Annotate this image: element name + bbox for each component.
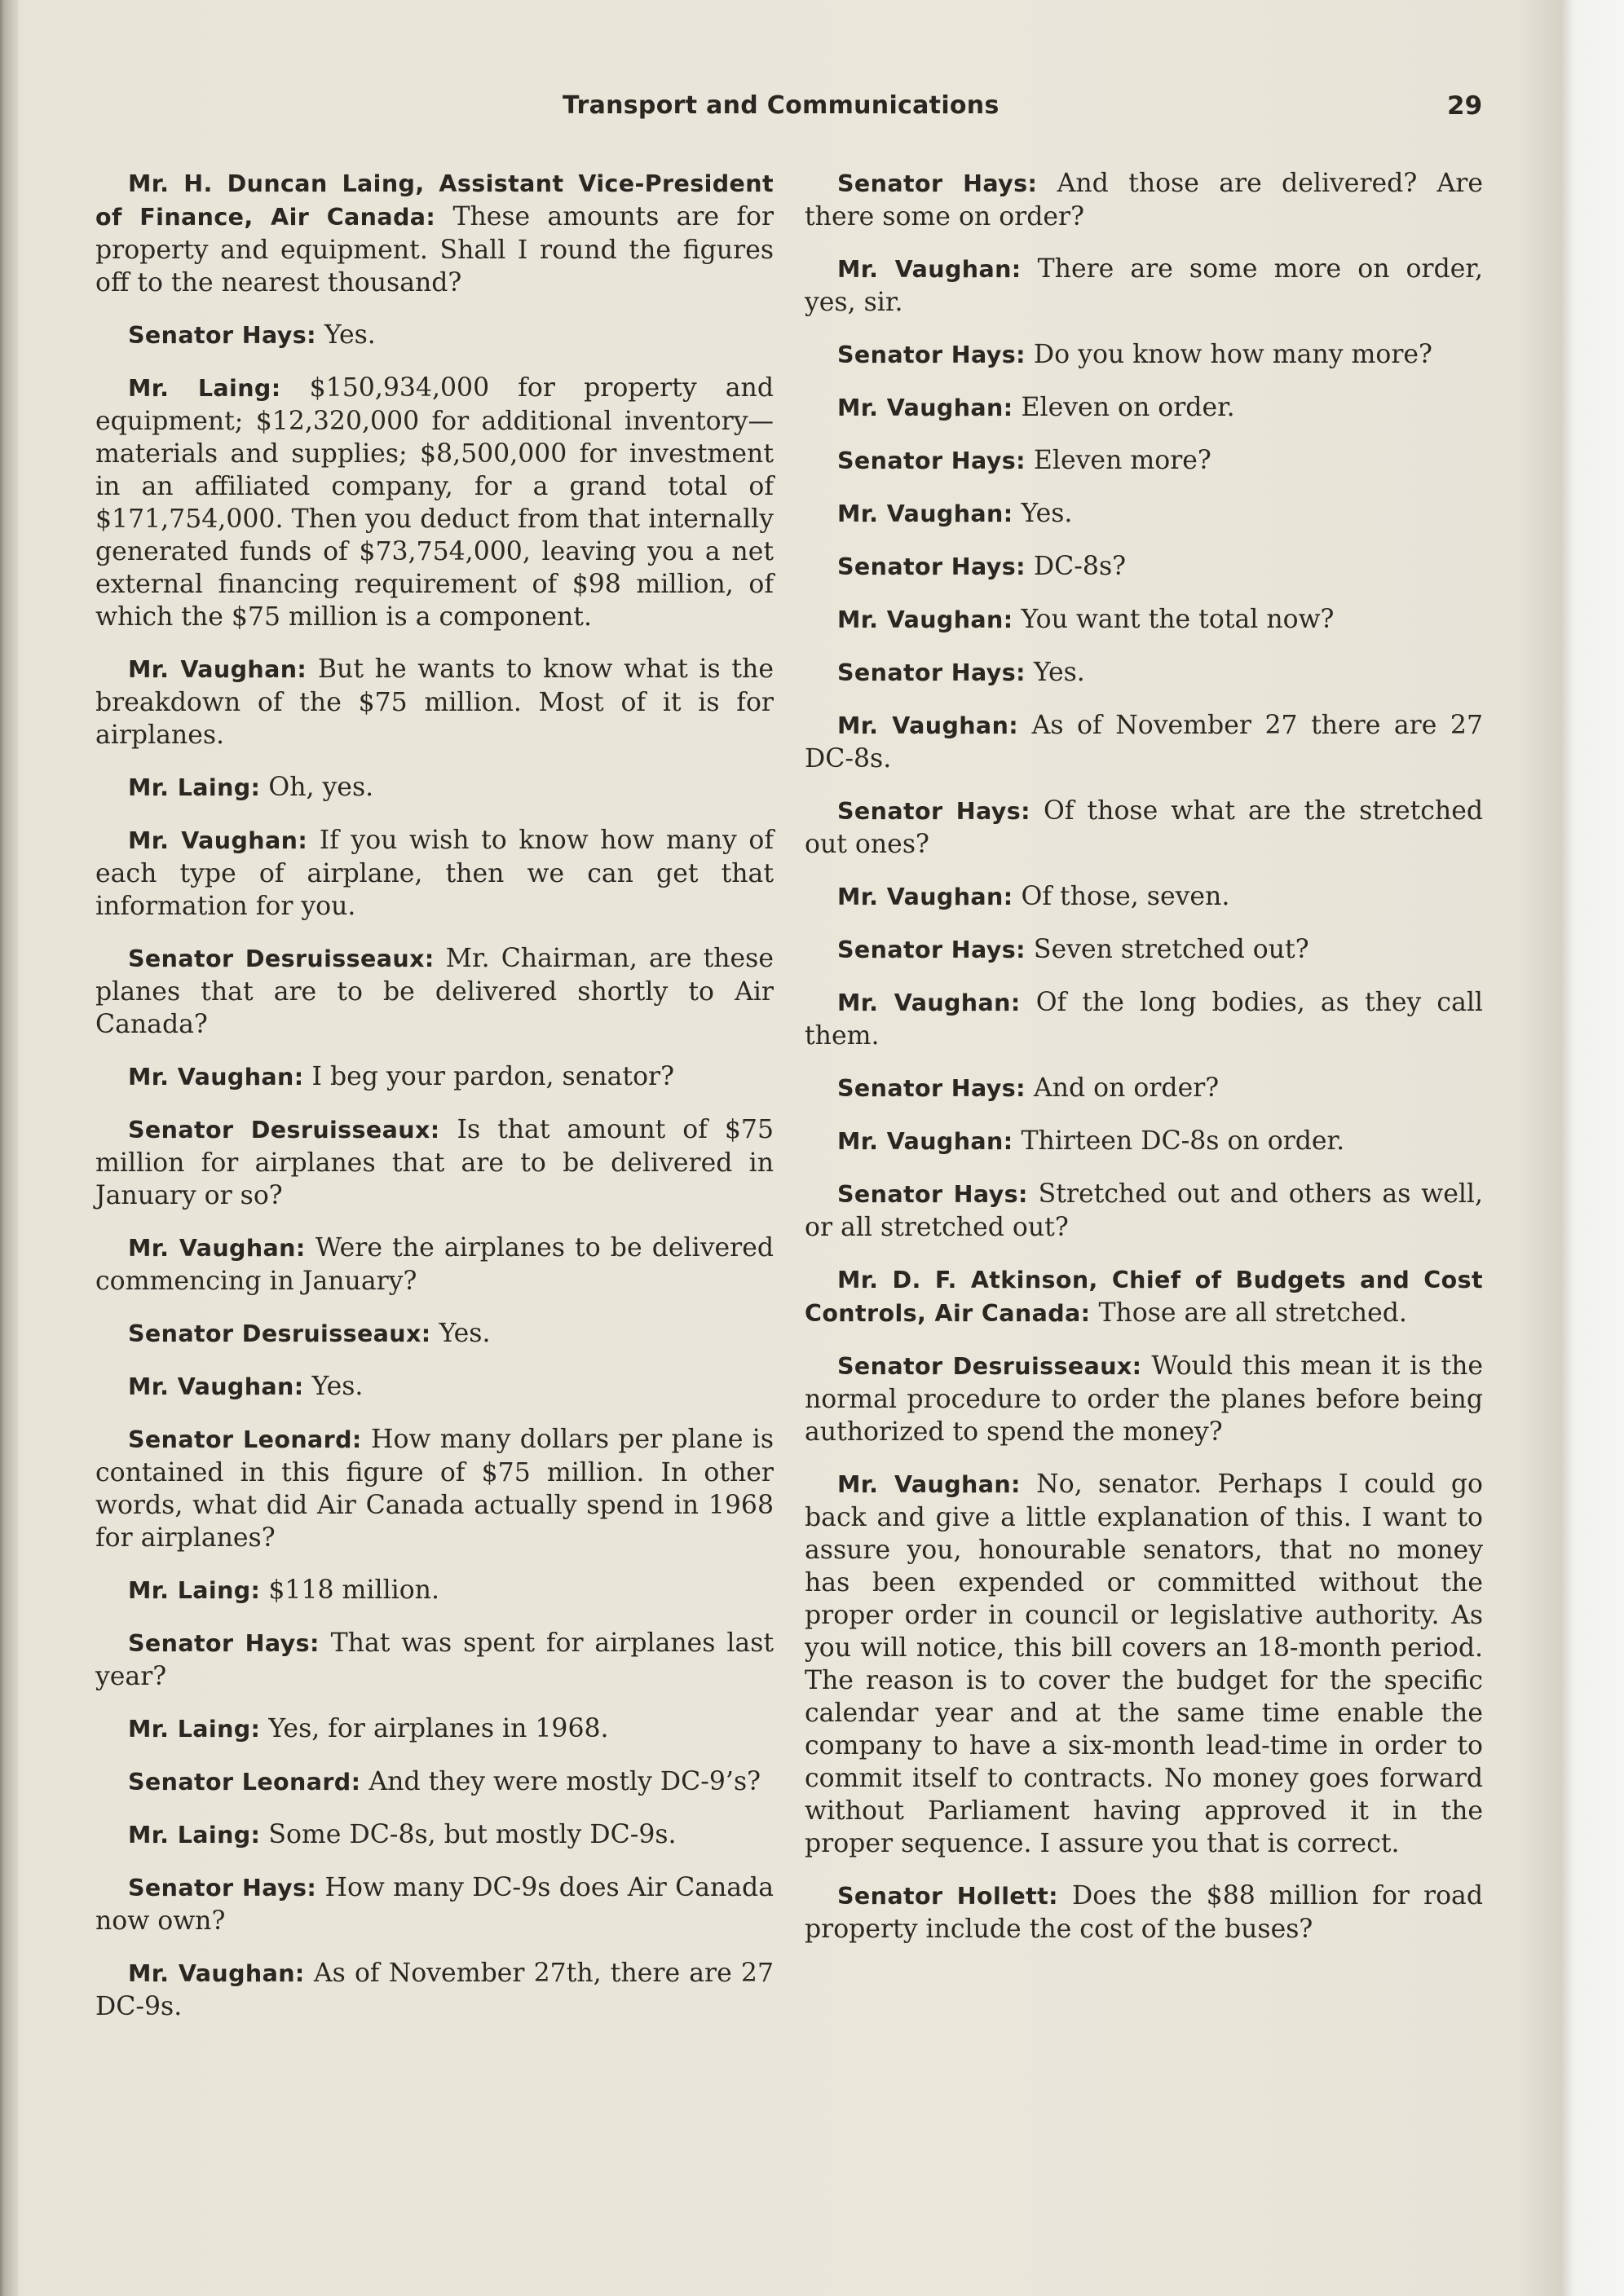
transcript-paragraph bbox=[95, 167, 774, 299]
speaker-name: Senator Leonard: bbox=[128, 1769, 361, 1796]
speech-text: How many dollars per plane is contained in this figure of $75 million. In other words, what did Air Canada actually spend in 1968 for airplanes? bbox=[95, 1425, 774, 1553]
transcript-paragraph bbox=[95, 824, 774, 923]
speaker-name: Senator Desruisseaux: bbox=[128, 1320, 431, 1347]
speaker-name: Mr. Vaughan: bbox=[128, 1064, 304, 1091]
transcript-paragraph bbox=[95, 372, 774, 633]
transcript-paragraph bbox=[95, 1370, 774, 1404]
speaker-name: Mr. Laing: bbox=[128, 1822, 261, 1849]
speaker-name: Senator Hays: bbox=[837, 1075, 1026, 1102]
transcript-paragraph bbox=[805, 603, 1483, 637]
transcript-paragraph bbox=[95, 1627, 774, 1693]
transcript-paragraph bbox=[95, 942, 774, 1041]
speaker-name: Mr. Vaughan: bbox=[837, 500, 1013, 527]
transcript-paragraph bbox=[805, 1880, 1483, 1946]
speech-text: No, senator. Perhaps I could go back and give a little explanation of this. I want to assure you, honourable senators, that no money has been expended or committed without the proper order in council or legislative authority. As you will notice, this bill covers an 18-month period. The reason is to cover the budget for the specific calendar year and at the same time enable the company to have a six-month lead-time in order to commit itself to contracts. No money goes forward without Parliament having approved it in the proper sequence. I assure you that is correct. bbox=[805, 1470, 1484, 1858]
transcript-paragraph bbox=[805, 338, 1483, 372]
transcript-paragraph bbox=[95, 1712, 774, 1746]
speech-text: Were the airplanes to be delivered commencing in January? bbox=[95, 1233, 774, 1296]
speech-text: Oh, yes. bbox=[268, 773, 374, 802]
transcript-paragraph bbox=[95, 319, 774, 352]
speaker-name: Mr. Vaughan: bbox=[837, 884, 1013, 910]
transcript-paragraph bbox=[95, 653, 774, 751]
speaker-name: Mr. Vaughan: bbox=[128, 656, 307, 683]
transcript-paragraph bbox=[805, 1178, 1483, 1244]
transcript-paragraph bbox=[95, 1060, 774, 1094]
transcript-paragraph bbox=[805, 933, 1483, 967]
transcript-paragraph bbox=[95, 771, 774, 804]
transcript-paragraph bbox=[805, 1350, 1483, 1448]
transcript-paragraph bbox=[805, 497, 1483, 531]
speaker-name: Mr. H. Duncan Laing, Assistant Vice-President of Finance, Air Canada: bbox=[95, 170, 774, 231]
speaker-name: Mr. Laing: bbox=[128, 1716, 261, 1743]
transcript-paragraph bbox=[805, 444, 1483, 478]
transcript-paragraph bbox=[805, 167, 1483, 233]
transcript-paragraph bbox=[95, 1317, 774, 1351]
speaker-name: Senator Desruisseaux: bbox=[128, 1117, 440, 1144]
speech-text: If you wish to know how many of each type of airplane, then we can get that information for you. bbox=[95, 826, 774, 921]
page-header bbox=[0, 91, 1624, 129]
right-column bbox=[805, 167, 1483, 1965]
speaker-name: Mr. Vaughan: bbox=[837, 1128, 1013, 1155]
speaker-name: Senator Leonard: bbox=[128, 1426, 362, 1453]
speaker-name: Senator Desruisseaux: bbox=[837, 1353, 1142, 1380]
speaker-name: Mr. Laing: bbox=[128, 375, 281, 402]
book-spine bbox=[0, 0, 18, 2296]
speech-text: $118 million. bbox=[268, 1575, 439, 1605]
speaker-name: Mr. Vaughan: bbox=[837, 606, 1013, 633]
speaker-name: Mr. Vaughan: bbox=[128, 827, 308, 854]
speaker-name: Senator Desruisseaux: bbox=[128, 945, 435, 972]
speech-text: As of November 27 there are 27 DC-8s. bbox=[805, 711, 1484, 773]
speaker-name: Senator Hollett: bbox=[837, 1883, 1058, 1910]
speaker-name: Senator Hays: bbox=[128, 1630, 320, 1657]
speaker-name: Senator Hays: bbox=[837, 553, 1026, 580]
speaker-name: Mr. Vaughan: bbox=[837, 256, 1022, 283]
speech-text: Of the long bodies, as they call them. bbox=[805, 988, 1483, 1051]
transcript-paragraph bbox=[805, 1072, 1483, 1105]
speech-text: Yes, for airplanes in 1968. bbox=[268, 1714, 609, 1743]
speaker-name: Mr. Vaughan: bbox=[128, 1235, 306, 1262]
speech-text: Eleven on order. bbox=[1021, 393, 1235, 422]
speaker-name: Mr. Laing: bbox=[128, 1577, 261, 1604]
transcript-paragraph bbox=[805, 391, 1483, 425]
speech-text: Would this mean it is the normal procedure to order the planes before being authorized to spend the money? bbox=[805, 1351, 1484, 1447]
speech-text: Yes. bbox=[311, 1372, 364, 1401]
speaker-name: Mr. D. F. Atkinson, Chief of Budgets and Cost Controls, Air Canada: bbox=[805, 1267, 1483, 1327]
transcript-paragraph bbox=[805, 880, 1483, 914]
speech-text: Is that amount of $75 million for airplanes that are to be delivered in January or so? bbox=[95, 1115, 774, 1210]
speech-text: Some DC-8s, but mostly DC-9s. bbox=[268, 1820, 677, 1849]
speech-text: These amounts are for property and equipment. Shall I round the figures off to the nearest thousand? bbox=[95, 202, 774, 297]
speaker-name: Senator Hays: bbox=[837, 342, 1026, 368]
speaker-name: Mr. Laing: bbox=[128, 774, 261, 801]
transcript-paragraph bbox=[805, 253, 1483, 319]
speaker-name: Mr. Vaughan: bbox=[837, 712, 1019, 739]
speech-text: And on order? bbox=[1033, 1073, 1220, 1103]
speech-text: $150,934,000 for property and equipment; $12,320,000 for additional inventory—materials and supplies; $8,500,000 for investment in an affiliated company, for a grand total of $171,754,000. Then you deduct from that internally generated funds of $73,754,000, leaving you a net external financing requirement of $98 million, of which the $75 million is a component. bbox=[95, 373, 774, 632]
page-number: 29 bbox=[1447, 91, 1483, 121]
speech-text: I beg your pardon, senator? bbox=[311, 1062, 674, 1091]
speech-text: Does the $88 million for road property include the cost of the buses? bbox=[805, 1881, 1483, 1944]
speech-text: Those are all stretched. bbox=[1098, 1298, 1407, 1328]
transcript-paragraph bbox=[805, 1125, 1483, 1158]
speech-text: Yes. bbox=[1033, 658, 1085, 687]
speech-text: But he wants to know what is the breakdown of the $75 million. Most of it is for airplanes. bbox=[95, 654, 774, 750]
transcript-paragraph bbox=[805, 709, 1483, 775]
speech-text: How many DC-9s does Air Canada now own? bbox=[95, 1873, 774, 1936]
speech-text: You want the total now? bbox=[1021, 605, 1335, 634]
speaker-name: Senator Hays: bbox=[837, 1181, 1028, 1208]
speech-text: Yes. bbox=[324, 320, 376, 350]
transcript-paragraph bbox=[805, 1263, 1483, 1330]
transcript-paragraph bbox=[95, 1574, 774, 1607]
speech-text: Seven stretched out? bbox=[1033, 935, 1309, 964]
speech-text: There are some more on order, yes, sir. bbox=[805, 254, 1483, 317]
speech-text: Stretched out and others as well, or all stretched out? bbox=[805, 1179, 1484, 1242]
transcript-paragraph bbox=[805, 795, 1483, 861]
speech-text: And they were mostly DC-9’s? bbox=[368, 1767, 761, 1796]
speaker-name: Senator Hays: bbox=[128, 1875, 317, 1902]
speaker-name: Senator Hays: bbox=[837, 798, 1030, 825]
transcript-paragraph bbox=[805, 986, 1483, 1052]
speaker-name: Senator Hays: bbox=[837, 447, 1026, 474]
transcript-paragraph bbox=[95, 1818, 774, 1852]
transcript-paragraph bbox=[805, 656, 1483, 690]
speech-text: Of those, seven. bbox=[1021, 882, 1230, 911]
speaker-name: Mr. Vaughan: bbox=[837, 1471, 1021, 1498]
left-column bbox=[95, 167, 774, 2043]
speech-text: That was spent for airplanes last year? bbox=[95, 1628, 774, 1691]
speaker-name: Mr. Vaughan: bbox=[837, 394, 1013, 421]
running-title: Transport and Communications bbox=[563, 91, 1000, 120]
speaker-name: Senator Hays: bbox=[837, 170, 1038, 197]
transcript-paragraph bbox=[95, 1871, 774, 1937]
transcript-paragraph bbox=[95, 1113, 774, 1212]
speech-text: And those are delivered? Are there some on order? bbox=[805, 169, 1484, 231]
speaker-name: Mr. Vaughan: bbox=[128, 1960, 305, 1987]
transcript-paragraph bbox=[95, 1765, 774, 1799]
speaker-name: Mr. Vaughan: bbox=[128, 1373, 304, 1400]
transcript-paragraph bbox=[805, 550, 1483, 584]
speech-text: Yes. bbox=[439, 1319, 491, 1348]
transcript-paragraph bbox=[805, 1468, 1483, 1860]
speaker-name: Mr. Vaughan: bbox=[837, 989, 1021, 1016]
speech-text: Eleven more? bbox=[1033, 446, 1211, 475]
speech-text: Mr. Chairman, are these planes that are to be delivered shortly to Air Canada? bbox=[95, 944, 774, 1039]
transcript-paragraph bbox=[95, 1232, 774, 1298]
speaker-name: Senator Hays: bbox=[837, 659, 1026, 686]
speech-text: Of those what are the stretched out ones? bbox=[805, 796, 1484, 859]
speaker-name: Senator Hays: bbox=[128, 322, 316, 349]
speech-text: Do you know how many more? bbox=[1033, 340, 1432, 369]
speech-text: Yes. bbox=[1021, 499, 1073, 528]
speaker-name: Senator Hays: bbox=[837, 936, 1026, 963]
speech-text: As of November 27th, there are 27 DC-9s. bbox=[95, 1959, 774, 2021]
speech-text: Thirteen DC-8s on order. bbox=[1021, 1126, 1345, 1156]
speech-text: DC-8s? bbox=[1033, 552, 1127, 581]
transcript-paragraph bbox=[95, 1957, 774, 2023]
transcript-paragraph bbox=[95, 1423, 774, 1554]
